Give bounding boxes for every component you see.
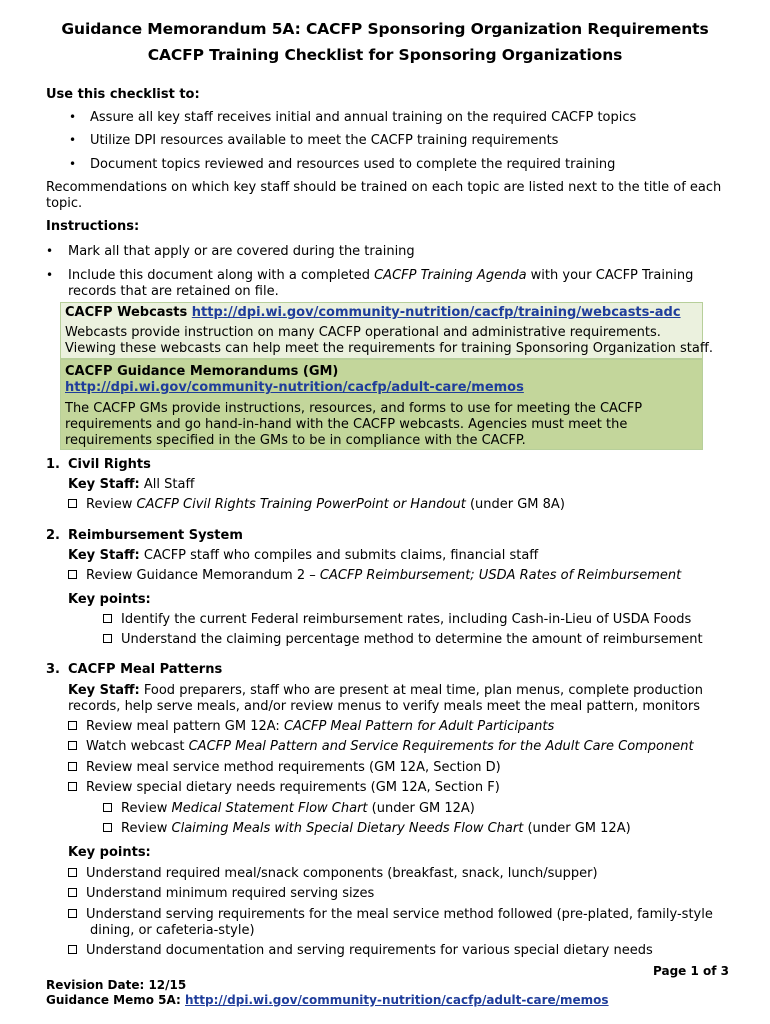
use-item-2: Utilize DPI resources available to meet the CACFP training requirements [90, 133, 559, 148]
item-text: Review meal pattern GM 12A: [86, 719, 284, 734]
checkbox-icon[interactable] [103, 634, 112, 643]
document-subtitle: CACFP Training Checklist for Sponsoring Organizations [147, 46, 623, 64]
key-staff-value: All Staff [139, 477, 195, 492]
section-3-key-staff [68, 683, 703, 699]
item-text: Review [121, 821, 172, 836]
section-3-sub-item-1 [103, 801, 475, 817]
section-3-item-2 [68, 739, 694, 755]
footer-memo-reference [46, 992, 609, 1008]
webcasts-desc-line2: Viewing these webcasts can help meet the requirements for training Sponsoring Organization staff. [65, 341, 713, 356]
point-text: Understand the claiming percentage method to determine the amount of reimbursement [121, 632, 703, 647]
key-staff-value: Food preparers, staff who are present at meal time, plan menus, complete production [139, 683, 703, 698]
review-resource-title: CACFP Reimbursement; USDA Rates of Reimbursement [319, 568, 682, 583]
section-2-title: Reimbursement System [68, 528, 243, 543]
item-resource-title: Claiming Meals with Special Dietary Needs Flow Chart [171, 821, 524, 836]
review-text-end: (under GM 8A) [465, 497, 565, 512]
section-3-point-2 [68, 886, 374, 902]
checkbox-icon[interactable] [68, 868, 77, 877]
webcasts-desc-line1: Webcasts provide instruction on many CACFP operational and administrative requirements. [65, 325, 661, 340]
bullet-icon: • [46, 268, 54, 282]
point-text: Understand documentation and serving requirements for various special dietary needs [86, 943, 653, 958]
checkbox-icon[interactable] [103, 803, 112, 812]
instruction-1: Mark all that apply or are covered during the training [68, 244, 415, 259]
checkbox-icon[interactable] [68, 499, 77, 508]
checkbox-icon[interactable] [103, 823, 112, 832]
point-text: Identify the current Federal reimbursement rates, including Cash-in-Lieu of USDA Foods [121, 612, 692, 627]
item-text: Watch webcast [86, 739, 189, 754]
bullet-icon: • [69, 133, 77, 147]
recommendation-text-line1: Recommendations on which key staff should be trained on each topic are listed next to the title of each [46, 180, 722, 195]
key-staff-label: Key Staff: [68, 683, 140, 698]
checkbox-icon[interactable] [68, 721, 77, 730]
section-1-key-staff [68, 477, 194, 493]
footer-memo-link[interactable]: http://dpi.wi.gov/community-nutrition/cacfp/adult-care/memos [185, 993, 609, 1007]
section-3-point-1 [68, 866, 598, 882]
bullet-icon: • [46, 244, 54, 258]
section-3-item-1 [68, 719, 554, 735]
section-3-title: CACFP Meal Patterns [68, 662, 223, 677]
section-2-point-1 [103, 612, 691, 628]
checkbox-icon[interactable] [68, 762, 77, 771]
item-text-end: (under GM 12A) [523, 821, 631, 836]
bullet-icon: • [69, 110, 77, 124]
item-resource-title: Medical Statement Flow Chart [171, 801, 368, 816]
review-text: Review [86, 497, 137, 512]
review-text: Review Guidance Memorandum 2 – [86, 568, 320, 583]
recommendation-text-line2: topic. [46, 196, 83, 211]
guidance-memos-desc-line3: requirements specified in the GMs to be in compliance with the CACFP. [65, 433, 526, 448]
section-3-item-4 [68, 780, 500, 796]
point-text: Understand serving requirements for the meal service method followed (pre-plated, family-style [86, 907, 713, 922]
guidance-memos-link[interactable]: http://dpi.wi.gov/community-nutrition/cacfp/adult-care/memos [65, 380, 524, 395]
training-agenda-title: CACFP Training Agenda [374, 268, 527, 283]
section-2-point-2 [103, 632, 703, 648]
use-item-3: Document topics reviewed and resources used to complete the required training [90, 157, 616, 172]
webcasts-title [65, 305, 681, 321]
section-3-sub-item-2 [103, 821, 631, 837]
point-text: Understand minimum required serving sizes [86, 886, 375, 901]
checkbox-icon[interactable] [68, 945, 77, 954]
item-text-end: (under GM 12A) [367, 801, 475, 816]
section-2-review-item [68, 568, 681, 584]
footer-memo-label: Guidance Memo 5A: [46, 993, 186, 1007]
webcasts-title-text: CACFP Webcasts [65, 305, 188, 320]
item-text: Review [121, 801, 172, 816]
review-resource-title: CACFP Civil Rights Training PowerPoint or Handout [136, 497, 466, 512]
checkbox-icon[interactable] [103, 614, 112, 623]
page-number: Page 1 of 3 [653, 964, 729, 978]
section-3-number: 3. [46, 662, 60, 677]
item-text: Review special dietary needs requirements (GM 12A, Section F) [86, 780, 500, 795]
key-staff-label: Key Staff: [68, 548, 140, 563]
key-staff-label: Key Staff: [68, 477, 140, 492]
checkbox-icon[interactable] [68, 909, 77, 918]
checkbox-icon[interactable] [68, 888, 77, 897]
instructions-label: Instructions: [46, 219, 140, 234]
section-3-key-staff-line2: records, help serve meals, and/or review menus to verify meals meet the meal pattern, monitors [68, 699, 700, 714]
section-3-key-points-label: Key points: [68, 845, 151, 860]
section-3-point-3-line2: dining, or cafeteria-style) [90, 923, 255, 938]
use-checklist-label: Use this checklist to: [46, 87, 200, 102]
use-item-1: Assure all key staff receives initial and annual training on the required CACFP topics [90, 110, 637, 125]
checkbox-icon[interactable] [68, 570, 77, 579]
bullet-icon: • [69, 157, 77, 171]
section-3-item-3 [68, 760, 501, 776]
instruction-2-text: Include this document along with a completed [68, 268, 375, 283]
section-2-number: 2. [46, 528, 60, 543]
guidance-memos-desc-line2: requirements and go hand-in-hand with the CACFP webcasts. Agencies must meet the [65, 417, 628, 432]
webcasts-link[interactable]: http://dpi.wi.gov/community-nutrition/cacfp/training/webcasts-adc [191, 305, 681, 320]
checkbox-icon[interactable] [68, 782, 77, 791]
section-3-point-4 [68, 943, 653, 959]
guidance-memos-desc-line1: The CACFP GMs provide instructions, resources, and forms to use for meeting the CACFP [65, 401, 643, 416]
section-2-key-staff [68, 548, 538, 564]
revision-date: Revision Date: 12/15 [46, 978, 187, 992]
item-resource-title: CACFP Meal Pattern and Service Requirements for the Adult Care Component [188, 739, 694, 754]
instruction-2 [68, 268, 693, 284]
instruction-2-text-end: with your CACFP Training [526, 268, 694, 283]
item-resource-title: CACFP Meal Pattern for Adult Participants [283, 719, 555, 734]
checkbox-icon[interactable] [68, 741, 77, 750]
section-2-key-points-label: Key points: [68, 592, 151, 607]
section-3-point-3 [68, 907, 713, 923]
section-1-number: 1. [46, 457, 60, 472]
document-title: Guidance Memorandum 5A: CACFP Sponsoring Organization Requirements [61, 20, 709, 38]
section-1-title: Civil Rights [68, 457, 151, 472]
key-staff-value: CACFP staff who compiles and submits claims, financial staff [139, 548, 539, 563]
item-text: Review meal service method requirements (GM 12A, Section D) [86, 760, 501, 775]
instruction-2-line2: records that are retained on file. [68, 284, 279, 299]
guidance-memos-title: CACFP Guidance Memorandums (GM) [65, 364, 339, 379]
section-1-review-item [68, 497, 565, 513]
point-text: Understand required meal/snack components (breakfast, snack, lunch/supper) [86, 866, 598, 881]
